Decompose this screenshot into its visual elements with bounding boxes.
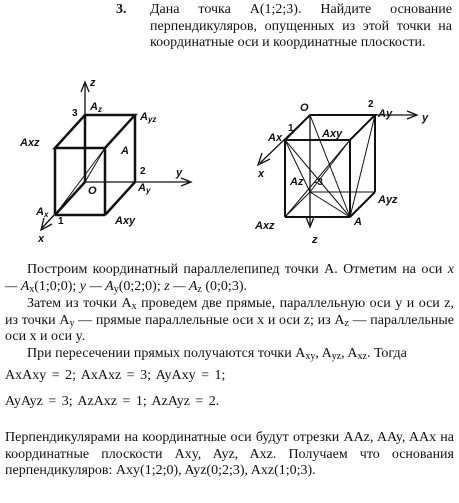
fig1-label-Axy: Axy xyxy=(115,215,136,227)
fig1-label-O: O xyxy=(88,185,97,197)
fig2-label-Az: Az xyxy=(290,176,304,188)
fig2-label-x: x xyxy=(258,168,265,180)
figure-2-parallelepiped xyxy=(250,95,450,275)
fig1-label-Ay: Ay xyxy=(138,182,151,195)
fig2-label-y: y xyxy=(422,112,429,124)
problem-statement: Дана точка A(1;2;3). Найдите основание перпендикуляров, опущенных из этой точки на координатные оси и координатные плоскости. xyxy=(150,2,452,50)
fig1-label-Az: Az xyxy=(90,101,102,114)
fig1-label-Axz: Axz xyxy=(20,137,40,149)
solution-paragraph-2: Затем из точки $A_x$ проведем две прямые, параллельную оси y и оси z, из точки $A_y$ — прямые параллельные оси x и оси z; из $A_z$ — параллельные оси x и оси y. xyxy=(5,296,455,344)
fig2-label-2: 2 xyxy=(368,99,374,110)
fig2-label-A: A xyxy=(354,216,362,228)
fig1-label-Ax: Ax xyxy=(36,206,49,219)
solution-paragraph-3: При пересечении прямых получаются точки $A_{xy}$, $A_{yz}$, $A_{xz}$. Тогда xyxy=(27,346,407,362)
fig2-label-Ay: Ay xyxy=(378,108,393,120)
solution-paragraph-4: Перпендикулярами на координатные оси будут отрезки AAz, AAy, AAx на координатные плоскости Axy, Ayz, Axz. Получаем что основания перпендикуляров: Axy(1;2;0), Ayz(0;2;3), Axz(1;0;3). xyxy=(5,430,454,478)
fig2-label-z: z xyxy=(312,234,318,246)
problem-number: 3. xyxy=(116,2,127,17)
fig2-label-minus3: -3 xyxy=(314,177,323,188)
fig1-label-Ayz: Ayz xyxy=(140,111,157,124)
fig1-label-x: x xyxy=(38,233,45,245)
fig1-label-z: z xyxy=(90,77,96,89)
fig1-label-y: y xyxy=(176,167,183,179)
fig2-label-Axz: Axz xyxy=(255,220,275,232)
figure-1-parallelepiped xyxy=(0,70,200,250)
equation-row-1: AxAxy = 2; AxAxz = 3; AyAxy = 1; xyxy=(5,368,226,383)
fig2-label-Ayz: Ayz xyxy=(378,194,398,206)
fig1-label-1: 1 xyxy=(58,216,64,227)
fig2-label-Ax: Ax xyxy=(268,132,283,144)
fig1-label-2: 2 xyxy=(140,166,146,177)
equation-row-2: AyAyz = 3; AzAxz = 1; AzAyz = 2. xyxy=(5,394,220,409)
fig2-label-1: 1 xyxy=(288,123,294,134)
fig1-label-A: A xyxy=(121,145,129,157)
fig1-label-3: 3 xyxy=(72,108,78,119)
fig2-label-Axy: Axy xyxy=(322,128,343,140)
fig2-label-O: O xyxy=(300,102,309,114)
solution-paragraph-1: Построим координатный параллелепипед точки А. Отметим на оси x — $A_x(1;0;0)$; y — $A_y(0;2;0)$; z — $A_z$ (0;0;3). xyxy=(5,262,454,295)
